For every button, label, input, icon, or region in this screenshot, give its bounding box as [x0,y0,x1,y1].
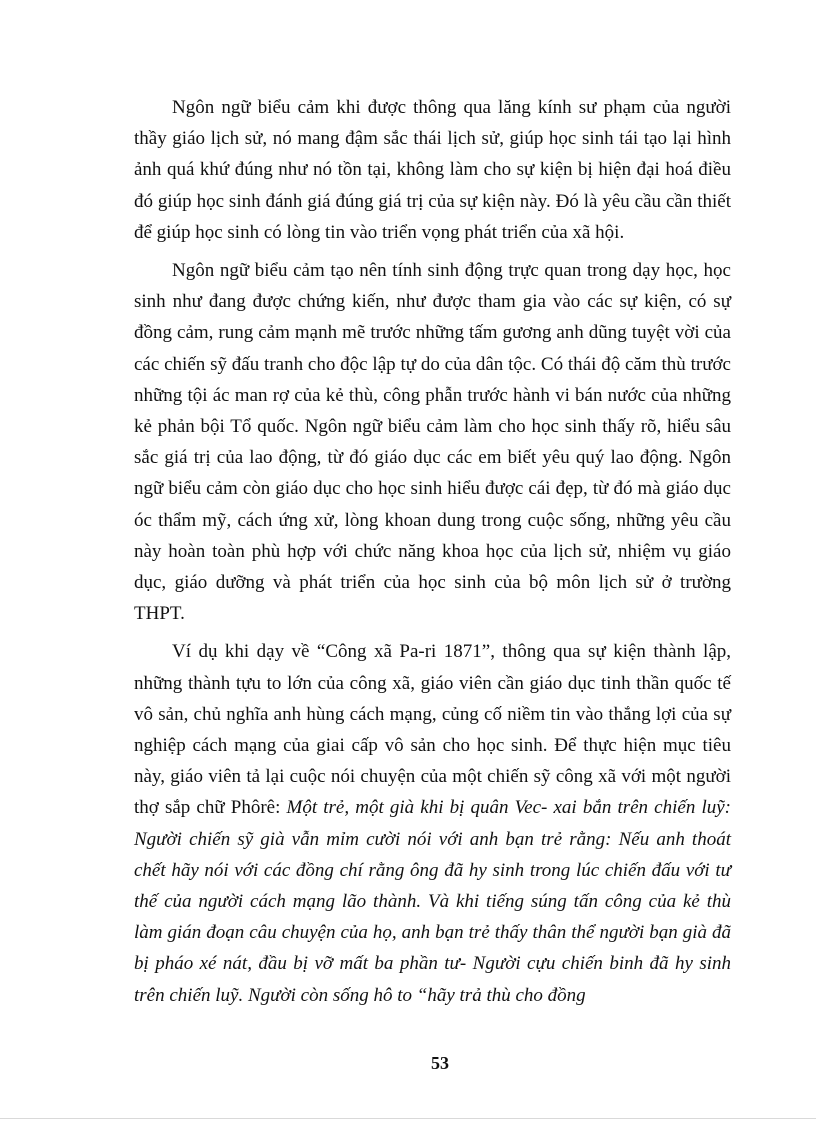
paragraph-paris-commune-example [134,636,731,1010]
page-bottom-divider [0,1118,816,1119]
page-number: 53 [431,1053,449,1073]
example-intro-text: Ví dụ khi dạy về “Công xã Pa-ri 1871”, thông qua sự kiện thành lập, những thành tựu to lớn của công xã, giáo viên cần giáo dục tinh thần quốc tế vô sản, chủ nghĩa anh hùng cách mạng, củng cố niềm tin vào thắng lợi của sự nghiệp cách mạng của giai cấp vô sản cho học sinh. Để thực hiện mục tiêu này, giáo viên tả lại cuộc nói chuyện của một chiến sỹ công xã với một người thợ sắp chữ Phôrê: [134,641,731,819]
paragraph-expressive-language-vivid: Ngôn ngữ biểu cảm tạo nên tính sinh động trực quan trong dạy học, học sinh như đang được chứng kiến, như được tham gia vào các sự kiện, có sự đồng cảm, rung cảm mạnh mẽ trước những tấm gương anh dũng tuyệt vời của các chiến sỹ đấu tranh cho độc lập tự do của dân tộc. Có thái độ căm thù trước những tội ác man rợ của kẻ thù, công phẫn trước hành vi bán nước của những kẻ phản bội Tổ quốc. Ngôn ngữ biểu cảm làm cho học sinh thấy rõ, hiểu sâu sắc giá trị của lao động, từ đó giáo dục các em biết yêu quý lao động. Ngôn ngữ biểu cảm còn giáo dục cho học sinh hiểu được cái đẹp, từ đó mà giáo dục óc thẩm mỹ, cách ứng xử, lòng khoan dung trong cuộc sống, những yêu cầu này hoàn toàn phù hợp với chức năng khoa học của lịch sử, nhiệm vụ giáo dục, giáo dưỡng và phát triển của học sinh của bộ môn lịch sử ở trường THPT. [134,260,731,625]
document-page [134,92,731,1011]
paragraph-expressive-language-historical: Ngôn ngữ biểu cảm khi được thông qua lăng kính sư phạm của người thầy giáo lịch sử, nó mang đậm sắc thái lịch sử, giúp học sinh tái tạo lại hình ảnh quá khứ đúng như nó tồn tại, không làm cho sự kiện bị hiện đại hoá điều đó giúp học sinh đánh giá đúng giá trị của sự kiện này. Đó là yêu cầu cần thiết để giúp học sinh có lòng tin vào triển vọng phát triển của xã hội. [134,97,731,243]
example-quote-text: Một trẻ, một già khi bị quân Vec- xai bắn trên chiến luỹ: Người chiến sỹ già vẫn mỉm cười nói với anh bạn trẻ rằng: Nếu anh thoát chết hãy nói với các đồng chí rằng ông đã hy sinh trong lúc chiến đấu với tư thế của người cách mạng lão thành. Và khi tiếng súng tấn công của kẻ thù làm gián đoạn câu chuyện của họ, anh bạn trẻ thấy thân thể người bạn già đã bị pháo xé nát, đầu bị vỡ mất ba phần tư- Người cựu chiến binh đã hy sinh trên chiến luỹ. Người còn sống hô to “hãy trả thù cho đồng [134,797,731,1006]
